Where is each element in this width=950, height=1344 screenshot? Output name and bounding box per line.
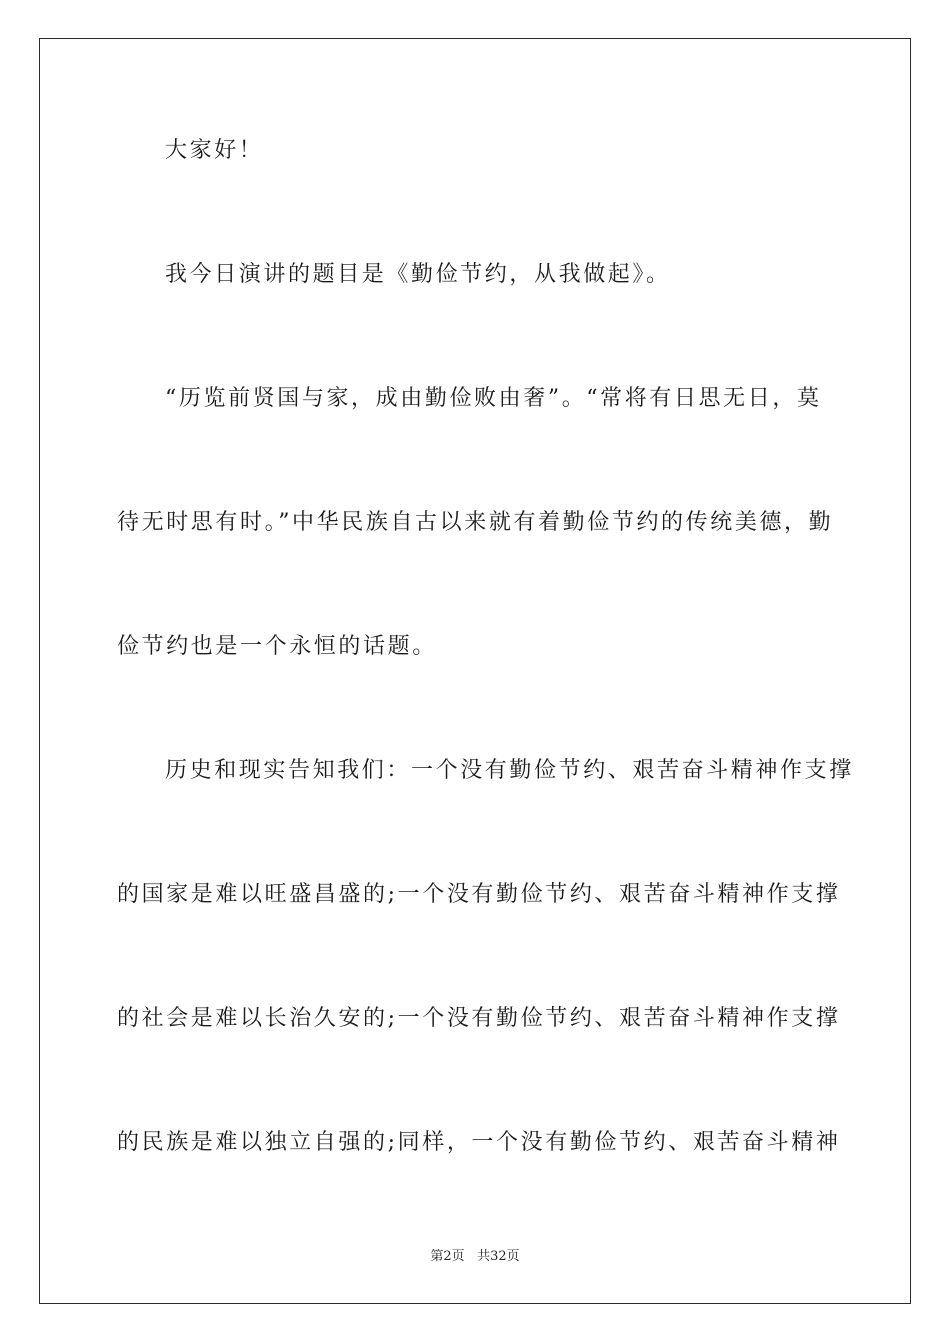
- paragraph-line: 俭节约也是一个永恒的话题。: [117, 634, 437, 659]
- paragraph-line: 的民族是难以独立自强的;同样，一个没有勤俭节约、艰苦奋斗精神: [117, 1130, 841, 1155]
- paragraph-line: 的国家是难以旺盛昌盛的;一个没有勤俭节约、艰苦奋斗精神作支撑: [117, 882, 841, 907]
- topic-line: 我今日演讲的题目是《勤俭节约，从我做起》。: [165, 262, 671, 287]
- page-border: [39, 38, 911, 1304]
- paragraph-line: 的社会是难以长治久安的;一个没有勤俭节约、艰苦奋斗精神作支撑: [117, 1006, 841, 1031]
- greeting-line: 大家好！: [165, 138, 264, 163]
- paragraph-line: 待无时思有时。”中华民族自古以来就有着勤俭节约的传统美德，勤: [117, 510, 834, 535]
- paragraph-line: 历史和现实告知我们：一个没有勤俭节约、艰苦奋斗精神作支撑: [165, 758, 854, 783]
- page-number: 第2页: [430, 1249, 465, 1264]
- page-total: 共32页: [477, 1249, 520, 1264]
- paragraph-line: “历览前贤国与家，成由勤俭败由奢”。“常将有日思无日，莫: [165, 386, 822, 411]
- page-footer: [0, 1248, 950, 1266]
